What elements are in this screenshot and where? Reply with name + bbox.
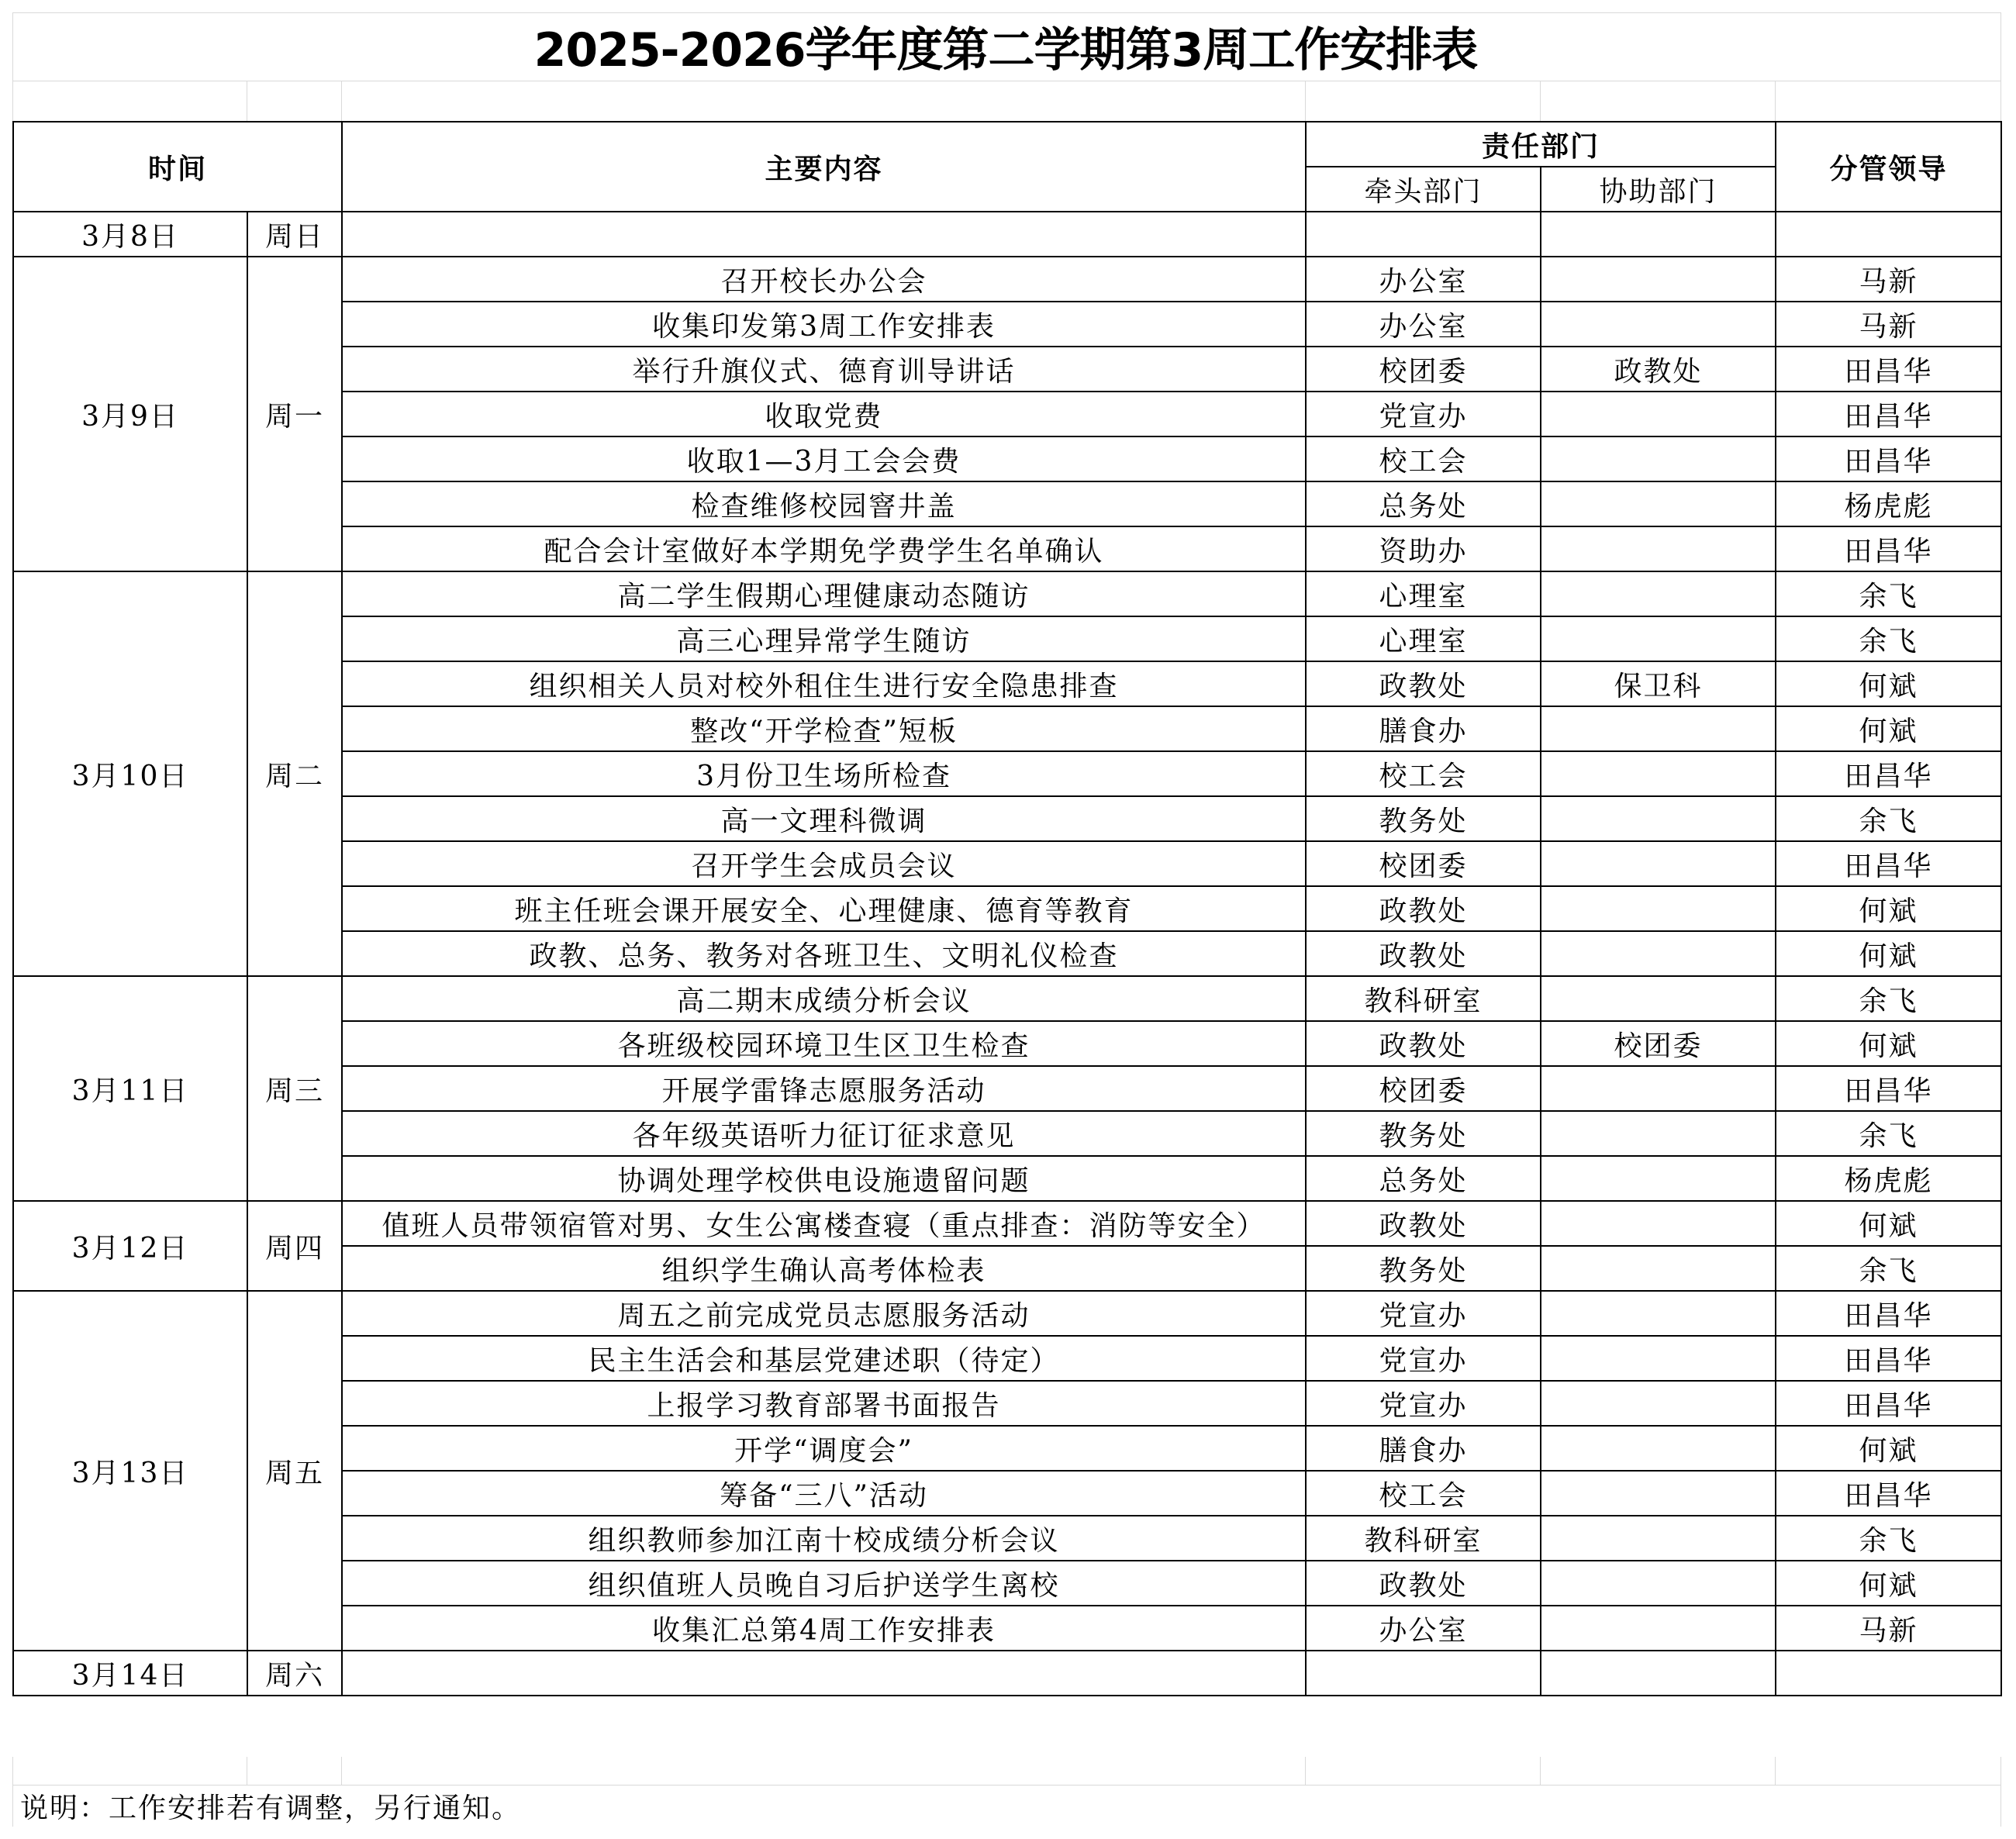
lead-dept-cell: 膳食办 xyxy=(1306,706,1541,751)
assist-dept-cell xyxy=(1541,1201,1776,1246)
content-cell xyxy=(342,212,1306,257)
assist-dept-cell: 政教处 xyxy=(1541,347,1776,392)
content-cell xyxy=(342,1651,1306,1696)
date-cell: 3月10日 xyxy=(13,571,247,976)
gridline xyxy=(12,1757,13,1827)
leader-cell: 何斌 xyxy=(1776,706,2001,751)
content-cell: 民主生活会和基层党建述职（待定） xyxy=(342,1336,1306,1381)
content-cell: 召开校长办公会 xyxy=(342,257,1306,302)
gridline xyxy=(1775,1757,1776,1785)
gridline xyxy=(1305,81,1306,121)
leader-cell: 田昌华 xyxy=(1776,436,2001,481)
content-cell: 组织值班人员晚自习后护送学生离校 xyxy=(342,1561,1306,1606)
content-cell: 组织教师参加江南十校成绩分析会议 xyxy=(342,1516,1306,1561)
content-cell: 收集汇总第4周工作安排表 xyxy=(342,1606,1306,1651)
gridline xyxy=(2000,12,2001,121)
lead-dept-cell: 政教处 xyxy=(1306,931,1541,976)
leader-cell: 田昌华 xyxy=(1776,1381,2001,1426)
assist-dept-cell xyxy=(1541,1561,1776,1606)
assist-dept-cell: 校团委 xyxy=(1541,1021,1776,1066)
leader-cell: 田昌华 xyxy=(1776,392,2001,436)
content-cell: 高二期末成绩分析会议 xyxy=(342,976,1306,1021)
lead-dept-cell: 总务处 xyxy=(1306,481,1541,526)
content-cell: 开展学雷锋志愿服务活动 xyxy=(342,1066,1306,1111)
lead-dept-cell: 党宣办 xyxy=(1306,1381,1541,1426)
assist-dept-cell xyxy=(1541,1606,1776,1651)
weekday-cell: 周二 xyxy=(247,571,342,976)
content-cell: 政教、总务、教务对各班卫生、文明礼仪检查 xyxy=(342,931,1306,976)
content-cell: 各班级校园环境卫生区卫生检查 xyxy=(342,1021,1306,1066)
assist-dept-cell xyxy=(1541,1246,1776,1291)
lead-dept-cell: 校团委 xyxy=(1306,1066,1541,1111)
gridline xyxy=(1305,1757,1306,1785)
assist-dept-cell xyxy=(1541,526,1776,571)
content-cell: 举行升旗仪式、德育训导讲话 xyxy=(342,347,1306,392)
assist-dept-cell xyxy=(1541,257,1776,302)
date-cell: 3月14日 xyxy=(13,1651,247,1696)
lead-dept-cell: 校团委 xyxy=(1306,841,1541,886)
lead-dept-cell: 办公室 xyxy=(1306,1606,1541,1651)
content-cell: 班主任班会课开展安全、心理健康、德育等教育 xyxy=(342,886,1306,931)
weekday-cell: 周五 xyxy=(247,1291,342,1651)
gridline xyxy=(341,1757,342,1785)
leader-cell xyxy=(1776,1651,2001,1696)
content-cell: 各年级英语听力征订征求意见 xyxy=(342,1111,1306,1156)
lead-dept-cell: 党宣办 xyxy=(1306,1336,1541,1381)
lead-dept-cell: 政教处 xyxy=(1306,1021,1541,1066)
leader-cell: 田昌华 xyxy=(1776,526,2001,571)
assist-dept-cell xyxy=(1541,1291,1776,1336)
leader-cell: 马新 xyxy=(1776,302,2001,347)
lead-dept-cell: 总务处 xyxy=(1306,1156,1541,1201)
lead-dept-cell: 政教处 xyxy=(1306,1561,1541,1606)
gridline xyxy=(1540,81,1541,121)
content-cell: 召开学生会成员会议 xyxy=(342,841,1306,886)
leader-cell: 杨虎彪 xyxy=(1776,1156,2001,1201)
leader-cell: 何斌 xyxy=(1776,1201,2001,1246)
leader-cell: 何斌 xyxy=(1776,1426,2001,1471)
table-row xyxy=(13,1201,2001,1246)
footnote: 说明：工作安排若有调整，另行通知。 xyxy=(20,1792,522,1824)
assist-dept-cell xyxy=(1541,1336,1776,1381)
header-time: 时间 xyxy=(13,122,342,212)
content-cell: 协调处理学校供电设施遗留问题 xyxy=(342,1156,1306,1201)
assist-dept-cell xyxy=(1541,1471,1776,1516)
lead-dept-cell: 教务处 xyxy=(1306,1111,1541,1156)
lead-dept-cell: 党宣办 xyxy=(1306,1291,1541,1336)
table-row xyxy=(13,976,2001,1021)
assist-dept-cell xyxy=(1541,706,1776,751)
assist-dept-cell xyxy=(1541,796,1776,841)
lead-dept-cell: 教科研室 xyxy=(1306,1516,1541,1561)
assist-dept-cell xyxy=(1541,751,1776,796)
gridline xyxy=(12,1785,2000,1786)
table-row xyxy=(13,1291,2001,1336)
assist-dept-cell xyxy=(1541,1066,1776,1111)
content-cell: 配合会计室做好本学期免学费学生名单确认 xyxy=(342,526,1306,571)
leader-cell: 何斌 xyxy=(1776,1561,2001,1606)
header-dept-group: 责任部门 xyxy=(1306,122,1776,167)
lead-dept-cell: 资助办 xyxy=(1306,526,1541,571)
leader-cell: 余飞 xyxy=(1776,1516,2001,1561)
leader-cell: 余飞 xyxy=(1776,616,2001,661)
assist-dept-cell xyxy=(1541,392,1776,436)
schedule-table xyxy=(12,121,2002,1696)
lead-dept-cell: 教务处 xyxy=(1306,796,1541,841)
header-content: 主要内容 xyxy=(342,122,1306,212)
assist-dept-cell xyxy=(1541,212,1776,257)
assist-dept-cell xyxy=(1541,481,1776,526)
assist-dept-cell xyxy=(1541,302,1776,347)
lead-dept-cell: 心理室 xyxy=(1306,616,1541,661)
assist-dept-cell xyxy=(1541,841,1776,886)
gridline xyxy=(2000,1757,2001,1827)
table-row xyxy=(13,571,2001,616)
leader-cell: 杨虎彪 xyxy=(1776,481,2001,526)
leader-cell: 田昌华 xyxy=(1776,1066,2001,1111)
leader-cell: 田昌华 xyxy=(1776,841,2001,886)
content-cell: 收取党费 xyxy=(342,392,1306,436)
weekday-cell: 周四 xyxy=(247,1201,342,1291)
assist-dept-cell: 保卫科 xyxy=(1541,661,1776,706)
leader-cell: 何斌 xyxy=(1776,1021,2001,1066)
lead-dept-cell: 校工会 xyxy=(1306,751,1541,796)
content-cell: 收取1—3月工会会费 xyxy=(342,436,1306,481)
assist-dept-cell xyxy=(1541,976,1776,1021)
leader-cell: 余飞 xyxy=(1776,796,2001,841)
leader-cell: 余飞 xyxy=(1776,571,2001,616)
content-cell: 组织学生确认高考体检表 xyxy=(342,1246,1306,1291)
lead-dept-cell xyxy=(1306,1651,1541,1696)
content-cell: 开学“调度会” xyxy=(342,1426,1306,1471)
weekday-cell: 周日 xyxy=(247,212,342,257)
header-assist-dept: 协助部门 xyxy=(1541,167,1776,212)
content-cell: 高二学生假期心理健康动态随访 xyxy=(342,571,1306,616)
date-cell: 3月9日 xyxy=(13,257,247,571)
leader-cell: 何斌 xyxy=(1776,886,2001,931)
lead-dept-cell: 心理室 xyxy=(1306,571,1541,616)
gridline xyxy=(341,81,342,121)
content-cell: 整改“开学检查”短板 xyxy=(342,706,1306,751)
leader-cell: 田昌华 xyxy=(1776,1471,2001,1516)
date-cell: 3月8日 xyxy=(13,212,247,257)
weekday-cell: 周三 xyxy=(247,976,342,1201)
leader-cell: 田昌华 xyxy=(1776,347,2001,392)
header-leader: 分管领导 xyxy=(1776,122,2001,212)
assist-dept-cell xyxy=(1541,931,1776,976)
date-cell: 3月12日 xyxy=(13,1201,247,1291)
lead-dept-cell: 办公室 xyxy=(1306,302,1541,347)
date-cell: 3月11日 xyxy=(13,976,247,1201)
table-row xyxy=(13,212,2001,257)
assist-dept-cell xyxy=(1541,436,1776,481)
assist-dept-cell xyxy=(1541,886,1776,931)
leader-cell: 田昌华 xyxy=(1776,751,2001,796)
leader-cell: 余飞 xyxy=(1776,1111,2001,1156)
lead-dept-cell: 膳食办 xyxy=(1306,1426,1541,1471)
assist-dept-cell xyxy=(1541,1156,1776,1201)
lead-dept-cell: 办公室 xyxy=(1306,257,1541,302)
header-lead-dept: 牵头部门 xyxy=(1306,167,1541,212)
lead-dept-cell: 政教处 xyxy=(1306,661,1541,706)
leader-cell: 田昌华 xyxy=(1776,1336,2001,1381)
assist-dept-cell xyxy=(1541,1516,1776,1561)
content-cell: 高三心理异常学生随访 xyxy=(342,616,1306,661)
leader-cell: 马新 xyxy=(1776,257,2001,302)
content-cell: 值班人员带领宿管对男、女生公寓楼查寝（重点排查：消防等安全） xyxy=(342,1201,1306,1246)
lead-dept-cell: 校工会 xyxy=(1306,436,1541,481)
leader-cell: 田昌华 xyxy=(1776,1291,2001,1336)
page-title: 2025-2026学年度第二学期第3周工作安排表 xyxy=(533,23,1478,78)
content-cell: 周五之前完成党员志愿服务活动 xyxy=(342,1291,1306,1336)
content-cell: 3月份卫生场所检查 xyxy=(342,751,1306,796)
lead-dept-cell: 校团委 xyxy=(1306,347,1541,392)
gridline xyxy=(1775,81,1776,121)
table-row xyxy=(13,1651,2001,1696)
content-cell: 组织相关人员对校外租住生进行安全隐患排查 xyxy=(342,661,1306,706)
assist-dept-cell xyxy=(1541,571,1776,616)
content-cell: 上报学习教育部署书面报告 xyxy=(342,1381,1306,1426)
assist-dept-cell xyxy=(1541,1381,1776,1426)
lead-dept-cell: 教科研室 xyxy=(1306,976,1541,1021)
weekday-cell: 周一 xyxy=(247,257,342,571)
content-cell: 检查维修校园窨井盖 xyxy=(342,481,1306,526)
content-cell: 筹备“三八”活动 xyxy=(342,1471,1306,1516)
lead-dept-cell: 教务处 xyxy=(1306,1246,1541,1291)
table-row xyxy=(13,257,2001,302)
lead-dept-cell: 党宣办 xyxy=(1306,392,1541,436)
header-row xyxy=(13,122,2001,167)
gridline xyxy=(1540,1757,1541,1785)
leader-cell xyxy=(1776,212,2001,257)
lead-dept-cell: 政教处 xyxy=(1306,886,1541,931)
assist-dept-cell xyxy=(1541,1651,1776,1696)
assist-dept-cell xyxy=(1541,616,1776,661)
lead-dept-cell: 校工会 xyxy=(1306,1471,1541,1516)
content-cell: 高一文理科微调 xyxy=(342,796,1306,841)
lead-dept-cell xyxy=(1306,212,1541,257)
content-cell: 收集印发第3周工作安排表 xyxy=(342,302,1306,347)
leader-cell: 何斌 xyxy=(1776,661,2001,706)
leader-cell: 何斌 xyxy=(1776,931,2001,976)
date-cell: 3月13日 xyxy=(13,1291,247,1651)
lead-dept-cell: 政教处 xyxy=(1306,1201,1541,1246)
assist-dept-cell xyxy=(1541,1426,1776,1471)
leader-cell: 马新 xyxy=(1776,1606,2001,1651)
assist-dept-cell xyxy=(1541,1111,1776,1156)
leader-cell: 余飞 xyxy=(1776,1246,2001,1291)
weekday-cell: 周六 xyxy=(247,1651,342,1696)
leader-cell: 余飞 xyxy=(1776,976,2001,1021)
